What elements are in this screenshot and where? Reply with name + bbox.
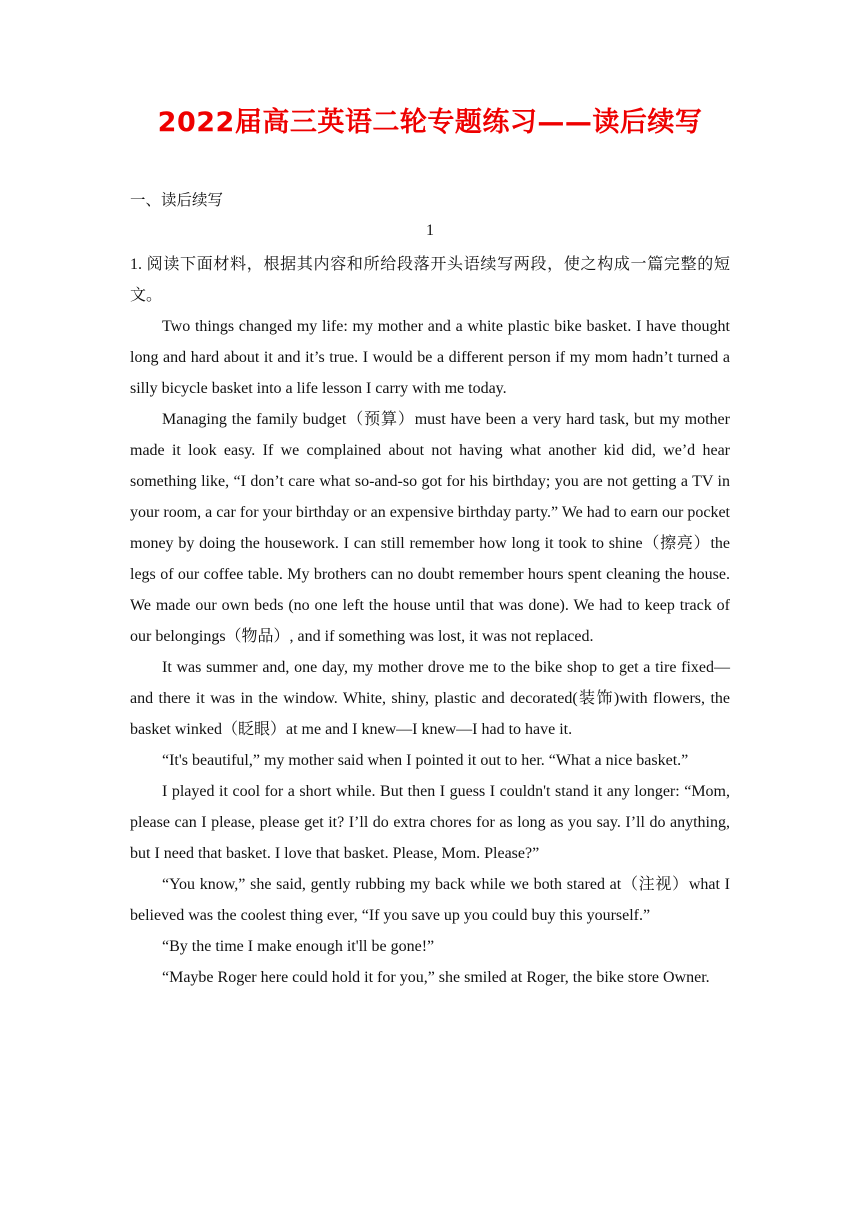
passage-paragraph: Managing the family budget（预算）must have been a very hard task, but my mother made it look easy. If we complained about not having what another kid did, we’d hear something like, “I don’t care what so-and-so got for his birthday; you are not getting a TV in your room, a car for your birthday or an expensive birthday party.” We had to earn our pocket money by doing the housework. I can still remember how long it took to shine（擦亮）the legs of our coffee table. My brothers can no doubt remember hours spent cleaning the house. We made our own beds (no one left the house until that was done). We had to keep track of our belongings（物品）, and if something was lost, it was not replaced. <box>130 411 730 645</box>
instruction-text: 1. 阅读下面材料，根据其内容和所给段落开头语续写两段，使之构成一篇完整的短文。 <box>130 256 730 304</box>
passage-body <box>130 249 730 993</box>
page-title: 2022届高三英语二轮专题练习——读后续写 <box>157 107 703 138</box>
section-heading: 一、读后续写 <box>130 191 224 209</box>
passage-paragraph: I played it cool for a short while. But then I guess I couldn't stand it any longer: “Mom, please can I please, please get it? I’ll do extra chores for as long as you say. I’ll do anything, but I need that basket. I love that basket. Please, Mom. Please?” <box>130 783 730 862</box>
passage-paragraph: It was summer and, one day, my mother drove me to the bike shop to get a tire fixed—and there it was in the window. White, shiny, plastic and decorated(装饰)with flowers, the basket winked（眨眼）at me and I knew—I knew—I had to have it. <box>130 659 730 738</box>
passage-paragraph: “It's beautiful,” my mother said when I pointed it out to her. “What a nice basket.” <box>162 752 689 769</box>
passage-paragraph: “Maybe Roger here could hold it for you,” she smiled at Roger, the bike store Owner. <box>162 969 710 986</box>
passage-paragraph: Two things changed my life: my mother and a white plastic bike basket. I have thought long and hard about it and it’s true. I would be a different person if my mom hadn’t turned a silly bicycle basket into a life lesson I carry with me today. <box>130 318 730 397</box>
passage-paragraph: “You know,” she said, gently rubbing my back while we both stared at（注视）what I believed was the coolest thing ever, “If you save up you could buy this yourself.” <box>130 876 730 924</box>
passage-paragraph: “By the time I make enough it'll be gone!” <box>162 938 435 955</box>
question-number: 1 <box>426 222 434 239</box>
